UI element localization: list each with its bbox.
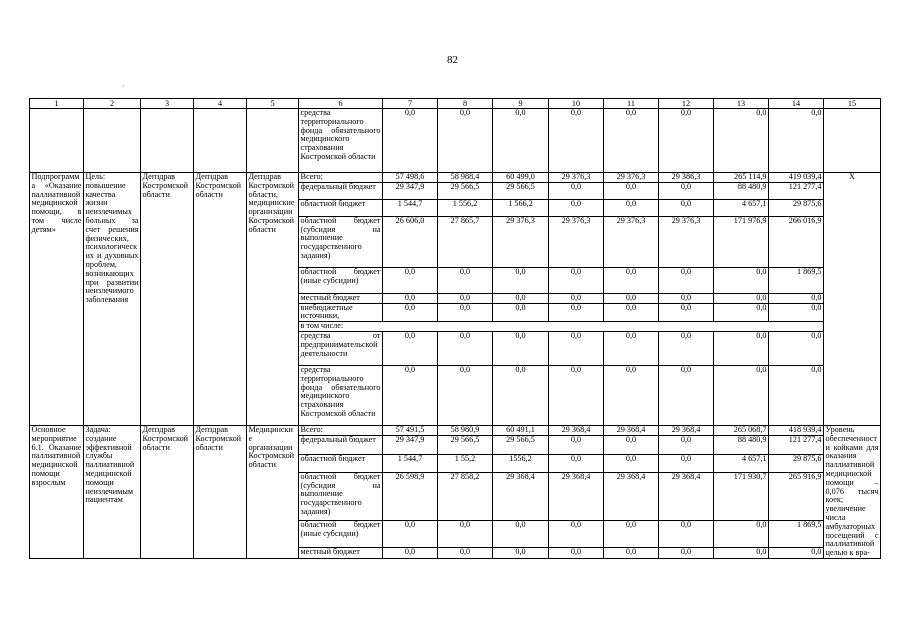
amount-cell: 0,0 <box>604 303 659 322</box>
table-row <box>30 109 881 173</box>
amount-cell: 0,0 <box>604 182 659 199</box>
amount-cell: 29 566,5 <box>493 182 549 199</box>
amount-cell: 0,0 <box>383 548 438 558</box>
amount-cell: 0,0 <box>659 548 714 558</box>
funding-source-cell: Всего: <box>299 173 383 183</box>
column-header-11: 11 <box>604 99 659 109</box>
goal-cell: Задача: создание эффективной службы паллиативной медицинской помощи неизлечимым пациентам <box>84 425 141 558</box>
funding-source-cell: средства территориального фонда обязательного медицинского страхования Костромской области <box>299 109 383 173</box>
participant-cell-empty <box>247 109 299 173</box>
amount-cell: 265 114,9 <box>714 173 769 183</box>
amount-cell: 0,0 <box>383 520 438 548</box>
amount-cell: 0,0 <box>438 267 493 293</box>
amount-cell: 0,0 <box>714 331 769 365</box>
amount-cell: 1 544,7 <box>383 199 438 216</box>
column-header-6: 6 <box>299 99 383 109</box>
amount-cell: 0,0 <box>604 199 659 216</box>
amount-cell: 0,0 <box>549 303 604 322</box>
participant-cell: Медицинские организации Костромской области <box>247 425 299 558</box>
amount-cell: 418 939,4 <box>769 425 824 435</box>
column-header-10: 10 <box>549 99 604 109</box>
amount-cell: 0,0 <box>604 331 659 365</box>
amount-cell: 1 55,2 <box>438 454 493 472</box>
amount-cell: 0,0 <box>493 293 549 303</box>
amount-cell: 0,0 <box>769 109 824 173</box>
amount-cell: 0,0 <box>659 267 714 293</box>
amount-cell: 0,0 <box>769 548 824 558</box>
amount-cell: 0,0 <box>549 109 604 173</box>
amount-cell: 4 657,1 <box>714 454 769 472</box>
amount-cell: 88 480,9 <box>714 182 769 199</box>
amount-cell: 1 544,7 <box>383 454 438 472</box>
amount-cell: 0,0 <box>438 331 493 365</box>
amount-cell: 26 606,0 <box>383 216 438 267</box>
amount-cell: 88 480,9 <box>714 436 769 454</box>
amount-cell: 0,0 <box>769 331 824 365</box>
amount-cell: 0,0 <box>549 293 604 303</box>
funding-source-cell: в том числе: <box>299 322 824 332</box>
amount-cell: 29 368,4 <box>549 425 604 435</box>
funding-source-cell: областной бюджет <box>299 454 383 472</box>
amount-cell: 29 376,3 <box>659 216 714 267</box>
header-row <box>30 99 881 109</box>
goal-cell-empty <box>84 109 141 173</box>
amount-cell: 29 875,6 <box>769 454 824 472</box>
amount-cell: 29 368,4 <box>659 425 714 435</box>
amount-cell: 0,0 <box>493 548 549 558</box>
column-header-15: 15 <box>824 99 881 109</box>
funding-source-cell: местный бюджет <box>299 293 383 303</box>
table-row <box>30 173 881 183</box>
amount-cell: 0,0 <box>659 199 714 216</box>
amount-cell: 265 068,7 <box>714 425 769 435</box>
amount-cell: 0,0 <box>438 303 493 322</box>
program-name-cell-empty <box>30 109 84 173</box>
amount-cell: 29 368,4 <box>604 425 659 435</box>
amount-cell: 0,0 <box>493 109 549 173</box>
amount-cell: 0,0 <box>549 548 604 558</box>
amount-cell: 27 858,2 <box>438 472 493 520</box>
amount-cell: 29 566,5 <box>493 436 549 454</box>
result-cell-empty <box>824 109 881 173</box>
amount-cell: 1 566,2 <box>493 199 549 216</box>
amount-cell: 0,0 <box>714 303 769 322</box>
amount-cell: 0,0 <box>383 293 438 303</box>
amount-cell: 0,0 <box>383 267 438 293</box>
amount-cell: 0,0 <box>659 182 714 199</box>
amount-cell: 0,0 <box>383 109 438 173</box>
amount-cell: 0,0 <box>493 331 549 365</box>
amount-cell: 0,0 <box>604 293 659 303</box>
page-number: 82 <box>447 54 458 66</box>
amount-cell: 0,0 <box>659 520 714 548</box>
amount-cell: 265 916,9 <box>769 472 824 520</box>
column-header-12: 12 <box>659 99 714 109</box>
amount-cell: 0,0 <box>438 293 493 303</box>
amount-cell: 29 368,4 <box>549 472 604 520</box>
table-row <box>30 425 881 435</box>
amount-cell: 0,0 <box>438 365 493 425</box>
amount-cell: 0,0 <box>714 267 769 293</box>
amount-cell: 1 869,5 <box>769 267 824 293</box>
amount-cell: 0,0 <box>604 454 659 472</box>
budget-table <box>29 98 881 559</box>
funding-source-cell: средства территориального фонда обязательного медицинского страхования Костромской области <box>299 365 383 425</box>
amount-cell: 29 368,4 <box>604 472 659 520</box>
funding-source-cell: областной бюджет (субсидия на выполнение государственного задания) <box>299 472 383 520</box>
funding-source-cell: местный бюджет <box>299 548 383 558</box>
funding-source-cell: областной бюджет (субсидия на выполнение государственного задания) <box>299 216 383 267</box>
column-header-1: 1 <box>30 99 84 109</box>
scan-mark: · <box>122 82 125 91</box>
executor-cell: Депздрав Костромской области <box>141 173 194 426</box>
amount-cell: 0,0 <box>383 331 438 365</box>
amount-cell: 171 930,7 <box>714 472 769 520</box>
amount-cell: 29 376,3 <box>604 173 659 183</box>
amount-cell: 0,0 <box>769 293 824 303</box>
amount-cell: 0,0 <box>659 109 714 173</box>
amount-cell: 0,0 <box>549 436 604 454</box>
amount-cell: 29 376,3 <box>549 216 604 267</box>
amount-cell: 29 566,5 <box>438 182 493 199</box>
column-header-5: 5 <box>247 99 299 109</box>
amount-cell: 0,0 <box>549 199 604 216</box>
amount-cell: 1 556,2 <box>438 199 493 216</box>
amount-cell: 0,0 <box>549 182 604 199</box>
amount-cell: 0,0 <box>714 548 769 558</box>
amount-cell: 0,0 <box>438 520 493 548</box>
amount-cell: 0,0 <box>549 331 604 365</box>
amount-cell: 0,0 <box>604 109 659 173</box>
program-name-cell: Подпрограмма «Оказание паллиативной медицинской помощи, в том числе детям» <box>30 173 84 426</box>
amount-cell: 121 277,4 <box>769 436 824 454</box>
amount-cell: 0,0 <box>714 109 769 173</box>
participant-cell: Депздрав Костромской области, медицинские организации Костромской области <box>247 173 299 426</box>
amount-cell: 1556,2 <box>493 454 549 472</box>
amount-cell: 0,0 <box>659 365 714 425</box>
funding-source-cell: внебюджетные источники, <box>299 303 383 322</box>
amount-cell: 0,0 <box>714 365 769 425</box>
amount-cell: 0,0 <box>493 365 549 425</box>
table-body <box>30 99 881 559</box>
amount-cell: 0,0 <box>604 548 659 558</box>
column-header-2: 2 <box>84 99 141 109</box>
amount-cell: 0,0 <box>438 548 493 558</box>
amount-cell: 29 347,9 <box>383 436 438 454</box>
result-cell: Х <box>824 173 881 426</box>
column-header-14: 14 <box>769 99 824 109</box>
funding-source-cell: областной бюджет (иные субсидии) <box>299 520 383 548</box>
amount-cell: 29 368,4 <box>493 472 549 520</box>
amount-cell: 0,0 <box>493 520 549 548</box>
amount-cell: 0,0 <box>659 454 714 472</box>
funding-source-cell: федеральный бюджет <box>299 436 383 454</box>
amount-cell: 0,0 <box>383 303 438 322</box>
amount-cell: 29 368,4 <box>659 472 714 520</box>
amount-cell: 121 277,4 <box>769 182 824 199</box>
amount-cell: 57 491,5 <box>383 425 438 435</box>
amount-cell: 0,0 <box>493 303 549 322</box>
amount-cell: 58 980,9 <box>438 425 493 435</box>
amount-cell: 29 376,3 <box>493 216 549 267</box>
amount-cell: 0,0 <box>604 267 659 293</box>
amount-cell: 29 566,5 <box>438 436 493 454</box>
amount-cell: 419 039,4 <box>769 173 824 183</box>
amount-cell: 0,0 <box>714 293 769 303</box>
column-header-3: 3 <box>141 99 194 109</box>
amount-cell: 0,0 <box>438 109 493 173</box>
amount-cell: 0,0 <box>549 365 604 425</box>
result-cell: Уровень обеспеченности койками для оказания паллиативной медицинской помощи – 0,076 тысяч коек; увеличение числа амбулаторных посещений с паллиативной целью к вра- <box>825 425 879 558</box>
amount-cell: 0,0 <box>493 267 549 293</box>
funding-source-cell: Всего: <box>299 425 383 435</box>
customer-cell-empty <box>194 109 247 173</box>
amount-cell: 266 016,9 <box>769 216 824 267</box>
customer-cell: Депздрав Костромской области <box>194 425 247 558</box>
amount-cell: 29 376,3 <box>549 173 604 183</box>
funding-source-cell: федеральный бюджет <box>299 182 383 199</box>
amount-cell: 171 976,9 <box>714 216 769 267</box>
funding-source-cell: областной бюджет <box>299 199 383 216</box>
executor-cell-empty <box>141 109 194 173</box>
amount-cell: 29 386,3 <box>659 173 714 183</box>
funding-source-cell: областной бюджет (иные субсидии) <box>299 267 383 293</box>
amount-cell: 29 347,9 <box>383 182 438 199</box>
program-name-cell: Основное мероприятие 6.1. Оказание паллиативной медицинской помощи взрослым <box>30 425 84 558</box>
amount-cell: 0,0 <box>769 365 824 425</box>
executor-cell: Депздрав Костромской области <box>141 425 194 558</box>
amount-cell: 0,0 <box>549 454 604 472</box>
amount-cell: 0,0 <box>604 520 659 548</box>
amount-cell: 0,0 <box>604 365 659 425</box>
column-header-7: 7 <box>383 99 438 109</box>
column-header-9: 9 <box>493 99 549 109</box>
amount-cell: 27 865,7 <box>438 216 493 267</box>
column-header-4: 4 <box>194 99 247 109</box>
amount-cell: 29 376,3 <box>604 216 659 267</box>
amount-cell: 57 498,6 <box>383 173 438 183</box>
funding-source-cell: средства от предпринимательской деятельности <box>299 331 383 365</box>
amount-cell: 1 869,5 <box>769 520 824 548</box>
amount-cell: 0,0 <box>659 293 714 303</box>
amount-cell: 0,0 <box>769 303 824 322</box>
amount-cell: 0,0 <box>383 365 438 425</box>
column-header-8: 8 <box>438 99 493 109</box>
amount-cell: 0,0 <box>549 520 604 548</box>
customer-cell: Депздрав Костромской области <box>194 173 247 426</box>
amount-cell: 60 499,0 <box>493 173 549 183</box>
amount-cell: 4 657,1 <box>714 199 769 216</box>
amount-cell: 0,0 <box>549 267 604 293</box>
amount-cell: 26 598,9 <box>383 472 438 520</box>
amount-cell: 0,0 <box>659 331 714 365</box>
amount-cell: 0,0 <box>714 520 769 548</box>
amount-cell: 58 988,4 <box>438 173 493 183</box>
amount-cell: 0,0 <box>659 436 714 454</box>
amount-cell: 29 875,6 <box>769 199 824 216</box>
goal-cell: Цель: повышение качества жизни неизлечимых больных за счет решения физических, психологических и духовных проблем, возникающих при развитии неизлечимого заболевания <box>84 173 141 426</box>
amount-cell: 0,0 <box>604 436 659 454</box>
column-header-13: 13 <box>714 99 769 109</box>
amount-cell: 0,0 <box>659 303 714 322</box>
amount-cell: 60 491,1 <box>493 425 549 435</box>
